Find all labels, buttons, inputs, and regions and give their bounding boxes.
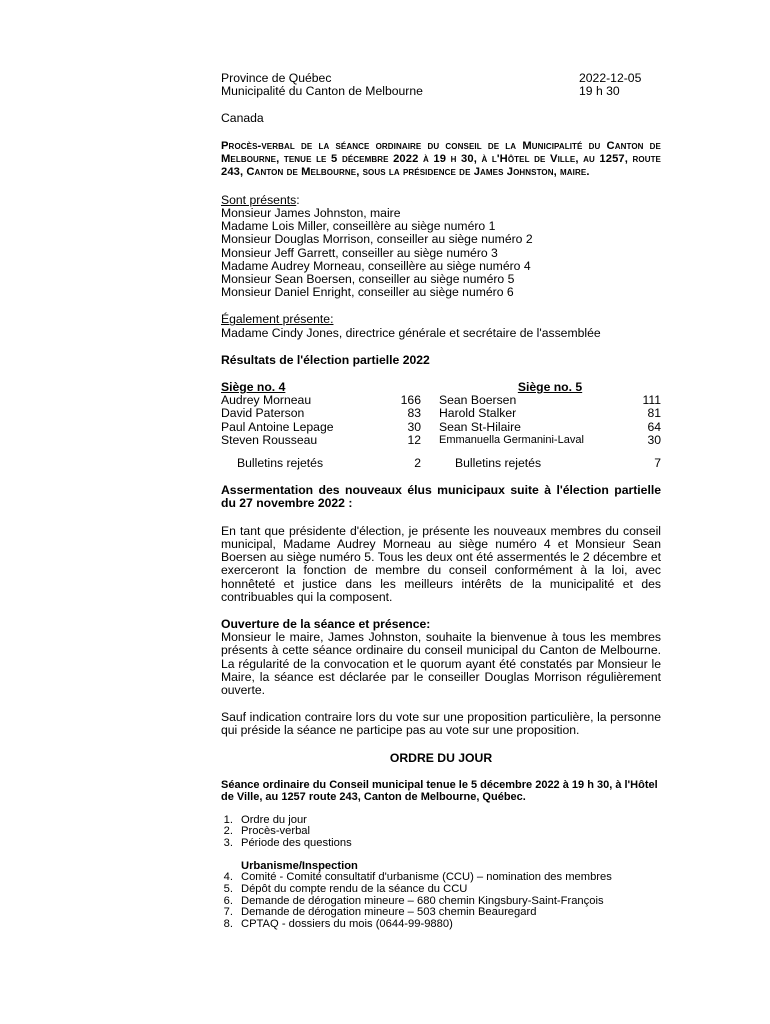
present-member: Monsieur Douglas Morrison, conseiller au siège numéro 2 [221,232,533,247]
agenda-subtitle: Séance ordinaire du Conseil municipal tenue le 5 décembre 2022 à 19 h 30, à l'Hôtel de Ville, au 1257 route 243, Canton de Melbourne, Québec. [221,778,658,804]
rejected-count: 7 [654,456,661,471]
rejected-label: Bulletins rejetés [237,456,324,471]
seat-4-results [221,381,421,470]
candidate-votes: 166 [400,393,421,408]
oath-text: En tant que présidente d'élection, je présente les nouveaux membres du conseil municipal, Madame Audrey Morneau au siège numéro 4 et Monsieur Sean Boersen au siège numéro 5. Tous les deux ont été assermentés le 2 décembre et exerceront la fonction de membre du conseil conformément à la loi, avec honnêteté et justice dans les meilleurs intérêts de la municipalité et des contribuables qui la composent. [221,523,661,604]
also-present-label: Également présente: [221,312,334,327]
election-heading: Résultats de l'élection partielle 2022 [221,352,430,367]
present-member: Madame Lois Miller, conseillère au siège numéro 1 [221,219,496,234]
item-text: Procès-verbal [241,825,311,838]
candidate-votes: 30 [407,419,421,434]
candidate-votes: 12 [407,432,421,447]
document-page [221,72,661,930]
candidate-name: Sean St-Hilaire [439,419,521,434]
present-label: Sont présents [221,192,297,207]
item-text: CPTAQ - dossiers du mois (0644-99-9880) [241,917,453,930]
candidate-row [439,434,661,447]
item-text: Période des questions [241,836,352,849]
candidate-row [439,421,661,434]
opening-text: Monsieur le maire, James Johnston, souhaite la bienvenue à tous les membres présents à cette séance ordinaire du conseil municipal du Canton de Melbourne. La régularité de la convocation et le quorum ayant été constatés par Monsieur le Maire, la séance est déclarée par le conseiller Douglas Morrison régulièrement ouverte. [221,630,661,697]
candidate-name: Sean Boersen [439,393,517,408]
election-results [221,381,661,470]
candidate-name: Steven Rousseau [221,432,318,447]
minutes-title: Procès-verbal de la séance ordinaire du conseil de la Municipalité du Canton de Melbourne, tenue le 5 décembre 2022 à 19 h 30, à l'Hôtel de Ville, au 1257, route 243, Canton de Melbourne, sous la présidence de James Johnston, maire. [221,139,661,179]
candidate-votes: 81 [647,406,661,421]
agenda-section-label: Urbanisme/Inspection [241,860,358,873]
header-row-2 [221,85,661,98]
candidate-votes: 30 [647,432,661,447]
item-text: Comité - Comité consultatif d'urbanisme (CCU) – nomination des membres [241,871,612,884]
candidate-name: David Paterson [221,406,305,421]
candidate-votes: 83 [407,406,421,421]
candidate-row [221,421,421,434]
item-number: 8. [223,917,233,930]
item-number: 4. [223,871,233,884]
agenda-heading: ORDRE DU JOUR [389,750,493,765]
candidate-name: Paul Antoine Lepage [221,419,334,434]
present-member: Monsieur Sean Boersen, conseiller au siège numéro 5 [221,272,515,287]
seat-4-label: Siège no. 4 [221,380,286,395]
candidate-votes: 111 [642,393,661,408]
candidate-row [221,434,421,447]
rejected-count: 2 [414,456,421,471]
present-colon: : [296,192,300,207]
list-item [221,838,661,850]
candidate-row [439,407,661,420]
item-number: 1. [223,813,233,826]
province-label: Province de Québec [221,71,332,85]
meeting-time: 19 h 30 [579,84,620,99]
present-member: Monsieur Jeff Garrett, conseiller au siège numéro 3 [221,245,498,260]
candidate-row [221,407,421,420]
item-number: 2. [223,825,233,838]
seat-5-results [439,381,661,470]
agenda-list-b [221,872,661,930]
candidate-votes: 64 [647,419,661,434]
country-label: Canada [221,111,264,126]
list-item [221,826,661,838]
item-number: 6. [223,894,233,907]
seat-5-label: Siège no. 5 [517,380,583,395]
item-text: Dépôt du compte rendu de la séance du CCU [241,882,468,895]
present-member: Monsieur James Johnston, maire [221,206,401,221]
opening-heading: Ouverture de la séance et présence: [221,616,431,631]
list-item [221,907,661,919]
list-item [221,919,661,931]
also-present-person: Madame Cindy Jones, directrice générale et secrétaire de l'assemblée [221,325,601,340]
list-item [221,884,661,896]
present-member: Monsieur Daniel Enright, conseiller au siège numéro 6 [221,285,514,300]
rejected-row [221,457,421,470]
item-number: 3. [223,836,233,849]
meeting-date: 2022-12-05 [579,71,642,85]
vote-note: Sauf indication contraire lors du vote sur une proposition particulière, la personne qui préside la séance ne participe pas au vote sur une proposition. [221,710,661,738]
present-member: Madame Audrey Morneau, conseillère au siège numéro 4 [221,258,531,273]
item-number: 5. [223,882,233,895]
item-text: Demande de dérogation mineure – 503 chemin Beauregard [241,906,537,919]
present-list [221,207,661,299]
candidate-name: Harold Stalker [439,406,517,421]
candidate-name: Audrey Morneau [221,393,312,408]
item-text: Ordre du jour [241,813,307,826]
rejected-row [439,457,661,470]
oath-heading: Assermentation des nouveaux élus municipaux suite à l'élection partielle du 27 novembre 2022 : [221,483,661,511]
agenda-list-a [221,815,661,850]
municipality-label: Municipalité du Canton de Melbourne [221,84,423,99]
rejected-label: Bulletins rejetés [455,456,542,471]
item-number: 7. [223,906,233,919]
candidate-name: Emmanuella Germanini-Laval [439,433,584,446]
item-text: Demande de dérogation mineure – 680 chemin Kingsbury-Saint-François [241,894,604,907]
